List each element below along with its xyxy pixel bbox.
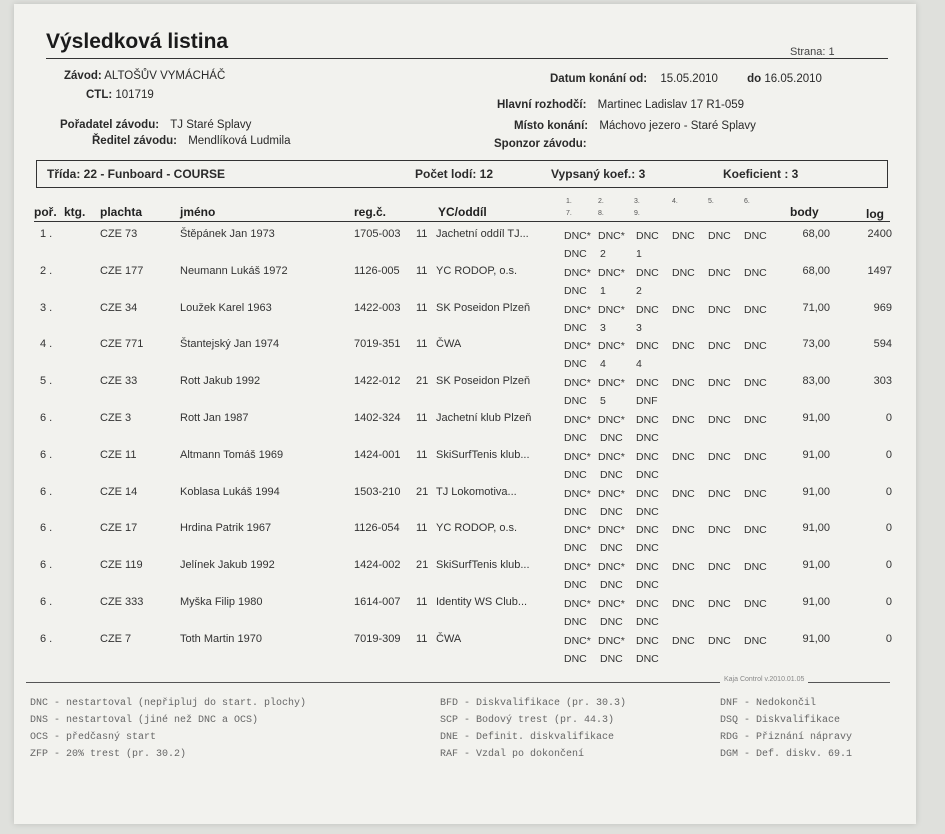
class-vypsany: Vypsaný koef.: 3: [551, 167, 646, 181]
row-club: YC RODOP, o.s.: [436, 264, 518, 277]
race-number-7: 7.: [566, 210, 572, 217]
row-log: 1497: [867, 264, 892, 277]
legend-item: DGM - Def. diskv. 69.1: [720, 749, 853, 760]
row-sail-number: CZE 333: [100, 596, 144, 608]
race-result-8: DNC: [600, 616, 623, 628]
race-result-9: DNC: [636, 652, 659, 665]
legend-item: ZFP - 20% trest (pr. 30.2): [30, 749, 187, 760]
race-result-2: DNC*: [598, 561, 625, 574]
row-sail-number: CZE 73: [100, 228, 138, 240]
legend-item: RAF - Vzdal po dokončení: [440, 749, 585, 760]
legend-item: DNF - Nedokončil: [720, 698, 817, 709]
misto-row: [514, 120, 756, 132]
race-number-1: 1.: [566, 198, 572, 205]
row-points: 83,00: [802, 375, 830, 388]
row-sail-number: CZE 11: [100, 448, 137, 461]
race-result-9: DNC: [636, 468, 659, 481]
row-category: 11: [416, 412, 428, 424]
race-number-9: 9.: [634, 210, 640, 217]
row-sail-number: CZE 119: [100, 559, 143, 572]
datum-do-value: 16.05.2010: [764, 73, 822, 85]
row-club: SkiSurfTenis klub...: [436, 448, 530, 461]
row-name: Štěpánek Jan 1973: [180, 228, 275, 240]
row-points: 91,00: [802, 522, 830, 535]
race-result-2: DNC*: [598, 266, 625, 279]
race-result-3: DNC: [636, 487, 659, 500]
race-result-9: DNC: [636, 542, 659, 555]
row-category: 11: [416, 338, 428, 351]
race-result-1: DNC*: [564, 487, 591, 500]
race-result-7: DNC: [564, 395, 587, 408]
race-result-8: 3: [600, 321, 606, 334]
race-result-6: DNC: [744, 377, 767, 390]
race-result-7: DNC: [564, 542, 587, 555]
row-sail-number: CZE 177: [100, 264, 144, 277]
race-result-4: DNC: [672, 524, 695, 537]
row-name: Loužek Karel 1963: [180, 301, 272, 314]
zavod-row: [64, 70, 225, 82]
row-registration: 7019-351: [354, 338, 401, 351]
rozhodci-value: Martinec Ladislav 17 R1-059: [597, 99, 745, 111]
row-log: 0: [885, 522, 892, 535]
race-result-3: DNC: [636, 598, 659, 610]
row-position: 6 .: [40, 522, 53, 535]
race-result-5: DNC: [708, 266, 731, 279]
race-number-3: 3.: [634, 198, 640, 205]
row-registration: 1402-324: [354, 412, 401, 424]
col-por: poř.: [34, 205, 57, 219]
race-result-6: DNC: [744, 598, 767, 610]
race-result-3: DNC: [636, 230, 659, 242]
race-result-3: DNC: [636, 561, 659, 574]
race-number-8: 8.: [598, 210, 604, 217]
race-result-4: DNC: [672, 303, 695, 316]
row-category: 11: [416, 448, 428, 461]
class-trida: Třída: 22 - Funboard - COURSE: [47, 167, 226, 181]
sponzor-row: [494, 138, 587, 150]
row-position: 2 .: [40, 264, 53, 277]
race-result-8: 2: [600, 248, 606, 260]
race-result-1: DNC*: [564, 266, 591, 279]
row-club: SK Poseidon Plzeň: [436, 301, 531, 314]
race-result-7: DNC: [564, 579, 587, 592]
row-points: 91,00: [802, 559, 830, 572]
row-position: 6 .: [40, 448, 53, 461]
race-result-1: DNC*: [564, 524, 591, 537]
row-sail-number: CZE 771: [100, 338, 144, 351]
race-result-8: 1: [600, 284, 606, 297]
race-result-7: DNC: [564, 248, 587, 260]
row-registration: 1126-054: [354, 522, 400, 535]
race-result-2: DNC*: [598, 450, 625, 463]
race-result-7: DNC: [564, 284, 587, 297]
row-club: SK Poseidon Plzeň: [436, 375, 531, 388]
row-name: Jelínek Jakub 1992: [180, 559, 275, 572]
col-plachta: plachta: [100, 205, 143, 219]
software-mark: Kaja Control v.2010.01.05: [720, 676, 808, 683]
row-category: 11: [416, 596, 428, 608]
race-result-6: DNC: [744, 561, 767, 574]
col-jmeno: jméno: [180, 205, 216, 219]
race-result-5: DNC: [708, 340, 731, 353]
row-club: SkiSurfTenis klub...: [436, 559, 530, 572]
zavod-value: ALTOŠŮV VYMÁCHÁČ: [104, 70, 226, 82]
row-category: 11: [416, 228, 428, 240]
table-row: [0, 228, 945, 266]
row-points: 68,00: [802, 228, 830, 240]
sponzor-label: Sponzor závodu:: [494, 138, 587, 150]
race-result-6: DNC: [744, 230, 767, 242]
row-registration: 1424-001: [354, 448, 401, 461]
col-club: YC/oddíl: [438, 205, 487, 219]
row-name: Altmann Tomáš 1969: [180, 448, 284, 461]
row-position: 6 .: [40, 596, 53, 608]
row-category: 11: [416, 632, 428, 645]
row-position: 6 .: [40, 412, 53, 424]
table-row: [0, 375, 945, 413]
reditel-row: [92, 135, 290, 147]
race-result-2: DNC*: [598, 377, 625, 390]
race-result-3: DNC: [636, 414, 659, 426]
race-result-4: DNC: [672, 561, 695, 574]
legend-item: DNC - nestartoval (nepřipluj do start. plochy): [30, 698, 307, 709]
race-result-2: DNC*: [598, 598, 625, 610]
rozhodci-row: [497, 99, 744, 111]
table-row: [0, 522, 945, 560]
row-category: 21: [416, 375, 429, 388]
row-points: 91,00: [802, 485, 830, 498]
legend-item: RDG - Přiznání nápravy: [720, 732, 853, 743]
race-result-1: DNC*: [564, 340, 591, 353]
row-registration: 1614-007: [354, 596, 401, 608]
race-result-6: DNC: [744, 524, 767, 537]
title-divider: [46, 58, 888, 59]
race-result-7: DNC: [564, 321, 587, 334]
race-result-7: DNC: [564, 358, 587, 371]
row-position: 6 .: [40, 632, 53, 645]
race-result-3: DNC: [636, 377, 659, 390]
table-row: [0, 449, 945, 487]
race-result-1: DNC*: [564, 303, 591, 316]
row-log: 0: [885, 485, 892, 498]
legend-item: DSQ - Diskvalifikace: [720, 715, 841, 726]
row-sail-number: CZE 33: [100, 375, 138, 388]
row-name: Štantejský Jan 1974: [180, 338, 280, 351]
race-result-5: DNC: [708, 230, 731, 242]
race-result-3: DNC: [636, 303, 659, 316]
table-row: [0, 302, 945, 340]
row-log: 594: [873, 338, 892, 351]
table-row: [0, 633, 945, 671]
row-log: 0: [885, 559, 892, 572]
race-result-7: DNC: [564, 505, 587, 518]
legend-item: DNE - Definit. diskvalifikace: [440, 732, 615, 743]
row-log: 303: [873, 375, 892, 388]
race-result-4: DNC: [672, 414, 695, 426]
race-number-4: 4.: [672, 198, 678, 205]
ctl-row: [86, 89, 154, 101]
row-points: 91,00: [802, 596, 830, 608]
misto-label: Místo konání:: [514, 120, 589, 132]
row-points: 91,00: [802, 632, 830, 645]
row-registration: 7019-309: [354, 632, 401, 645]
row-log: 0: [885, 632, 892, 645]
race-result-6: DNC: [744, 303, 767, 316]
class-info-box: [36, 160, 888, 188]
row-club: ČWA: [436, 338, 462, 351]
poradatel-label: Pořadatel závodu:: [60, 119, 160, 131]
do-label: do: [747, 73, 762, 85]
legend-item: DNS - nestartoval (jiné než DNC a OCS): [30, 715, 259, 726]
row-position: 4 .: [40, 338, 53, 351]
race-result-5: DNC: [708, 450, 731, 463]
race-result-8: DNC: [600, 432, 623, 444]
legend-item: OCS - předčasný start: [30, 732, 157, 743]
race-result-1: DNC*: [564, 450, 591, 463]
race-result-8: DNC: [600, 652, 623, 665]
race-result-8: 5: [600, 395, 606, 408]
table-row: [0, 265, 945, 303]
race-result-7: DNC: [564, 652, 587, 665]
race-result-5: DNC: [708, 414, 731, 426]
race-result-9: 1: [636, 248, 642, 260]
race-result-6: DNC: [744, 340, 767, 353]
race-result-8: DNC: [600, 505, 623, 518]
row-club: TJ Lokomotiva...: [436, 485, 517, 498]
race-result-3: DNC: [636, 634, 659, 647]
race-result-6: DNC: [744, 487, 767, 500]
race-result-4: DNC: [672, 634, 695, 647]
row-sail-number: CZE 3: [100, 412, 132, 424]
row-points: 73,00: [802, 338, 830, 351]
col-reg: reg.č.: [354, 205, 387, 219]
col-ktg: ktg.: [64, 205, 86, 219]
row-log: 2400: [867, 228, 892, 240]
race-number-6: 6.: [744, 198, 750, 205]
row-log: 0: [885, 412, 892, 424]
race-number-2: 2.: [598, 198, 604, 205]
legend-item: BFD - Diskvalifikace (pr. 30.3): [440, 698, 627, 709]
table-row: [0, 486, 945, 524]
race-result-6: DNC: [744, 414, 767, 426]
row-registration: 1422-012: [354, 375, 401, 388]
race-result-7: DNC: [564, 468, 587, 481]
datum-label: Datum konání od:: [550, 73, 648, 85]
row-name: Neumann Lukáš 1972: [180, 264, 288, 277]
race-result-5: DNC: [708, 303, 731, 316]
race-result-3: DNC: [636, 524, 659, 537]
zavod-label: Závod:: [64, 70, 102, 82]
race-result-4: DNC: [672, 230, 695, 242]
race-result-1: DNC*: [564, 377, 591, 390]
poradatel-row: [60, 119, 251, 131]
legend-item: SCP - Bodový trest (pr. 44.3): [440, 715, 615, 726]
row-registration: 1126-005: [354, 264, 400, 277]
ctl-value: 101719: [115, 89, 154, 101]
table-row: [0, 596, 945, 634]
row-club: ČWA: [436, 632, 462, 645]
race-result-5: DNC: [708, 561, 731, 574]
row-name: Rott Jakub 1992: [180, 375, 261, 388]
race-result-6: DNC: [744, 450, 767, 463]
row-category: 21: [416, 485, 429, 498]
race-result-9: DNC: [636, 579, 659, 592]
row-category: 11: [416, 264, 428, 277]
race-result-5: DNC: [708, 487, 731, 500]
race-result-1: DNC*: [564, 598, 591, 610]
row-category: 11: [416, 301, 428, 314]
row-position: 6 .: [40, 559, 53, 572]
row-category: 11: [416, 522, 428, 535]
row-registration: 1422-003: [354, 301, 401, 314]
row-log: 0: [885, 596, 892, 608]
race-result-5: DNC: [708, 524, 731, 537]
row-name: Myška Filip 1980: [180, 596, 263, 608]
row-name: Toth Martin 1970: [180, 632, 262, 645]
row-name: Rott Jan 1987: [180, 412, 249, 424]
race-result-4: DNC: [672, 450, 695, 463]
race-result-4: DNC: [672, 340, 695, 353]
table-row: [0, 412, 945, 450]
row-name: Hrdina Patrik 1967: [180, 522, 272, 535]
reditel-value: Mendlíková Ludmila: [188, 135, 291, 147]
row-points: 91,00: [802, 448, 830, 461]
row-club: Jachetní klub Plzeň: [436, 412, 532, 424]
race-result-9: DNC: [636, 505, 659, 518]
row-points: 91,00: [802, 412, 830, 424]
race-result-5: DNC: [708, 634, 731, 647]
row-points: 68,00: [802, 264, 830, 277]
race-result-2: DNC*: [598, 487, 625, 500]
row-position: 6 .: [40, 485, 53, 498]
race-result-9: DNF: [636, 395, 658, 408]
row-points: 71,00: [802, 301, 830, 314]
race-result-1: DNC*: [564, 634, 591, 647]
race-result-3: DNC: [636, 266, 659, 279]
table-row: [0, 338, 945, 376]
race-result-2: DNC*: [598, 230, 625, 242]
race-result-3: DNC: [636, 340, 659, 353]
race-result-8: 4: [600, 358, 606, 371]
race-result-9: DNC: [636, 432, 659, 444]
race-result-9: 4: [636, 358, 642, 371]
page-number: Strana: 1: [790, 46, 835, 58]
document-title: Výsledková listina: [46, 30, 229, 53]
race-result-5: DNC: [708, 598, 731, 610]
race-result-7: DNC: [564, 616, 587, 628]
race-result-8: DNC: [600, 468, 623, 481]
class-pocet: Počet lodí: 12: [415, 167, 494, 181]
race-result-9: DNC: [636, 616, 659, 628]
class-koeficient: Koeficient : 3: [723, 167, 799, 181]
misto-value: Máchovo jezero - Staré Splavy: [599, 120, 756, 132]
race-result-4: DNC: [672, 487, 695, 500]
race-result-2: DNC*: [598, 414, 625, 426]
row-club: Identity WS Club...: [436, 596, 528, 608]
row-log: 0: [885, 448, 892, 461]
row-category: 21: [416, 559, 429, 572]
table-row: [0, 559, 945, 597]
race-result-9: 3: [636, 321, 642, 334]
row-log: 969: [873, 301, 892, 314]
row-registration: 1705-003: [354, 228, 401, 240]
row-name: Koblasa Lukáš 1994: [180, 485, 280, 498]
race-result-1: DNC*: [564, 561, 591, 574]
race-result-4: DNC: [672, 598, 695, 610]
row-sail-number: CZE 34: [100, 301, 138, 314]
race-result-1: DNC*: [564, 230, 591, 242]
race-result-4: DNC: [672, 266, 695, 279]
row-position: 3 .: [40, 301, 53, 314]
race-result-3: DNC: [636, 450, 659, 463]
col-body: body: [790, 205, 819, 219]
race-result-6: DNC: [744, 634, 767, 647]
row-sail-number: CZE 17: [100, 522, 138, 535]
row-registration: 1503-210: [354, 485, 401, 498]
row-club: YC RODOP, o.s.: [436, 522, 518, 535]
race-result-2: DNC*: [598, 303, 625, 316]
poradatel-value: TJ Staré Splavy: [170, 119, 252, 131]
race-result-8: DNC: [600, 579, 623, 592]
race-result-2: DNC*: [598, 340, 625, 353]
reditel-label: Ředitel závodu:: [92, 135, 177, 147]
row-sail-number: CZE 14: [100, 485, 138, 498]
row-position: 1 .: [40, 228, 53, 240]
race-result-5: DNC: [708, 377, 731, 390]
race-result-4: DNC: [672, 377, 695, 390]
row-position: 5 .: [40, 375, 53, 388]
row-club: Jachetní oddíl TJ...: [436, 228, 529, 240]
datum-od-value: 15.05.2010: [660, 73, 718, 85]
race-result-2: DNC*: [598, 634, 625, 647]
ctl-label: CTL:: [86, 89, 113, 101]
race-result-8: DNC: [600, 542, 623, 555]
row-sail-number: CZE 7: [100, 632, 132, 645]
col-log: log: [866, 207, 884, 221]
row-registration: 1424-002: [354, 559, 401, 572]
race-result-1: DNC*: [564, 414, 591, 426]
rozhodci-label: Hlavní rozhodčí:: [497, 99, 587, 111]
race-result-7: DNC: [564, 432, 587, 444]
race-result-2: DNC*: [598, 524, 625, 537]
race-result-6: DNC: [744, 266, 767, 279]
race-number-5: 5.: [708, 198, 714, 205]
race-result-9: 2: [636, 284, 642, 297]
datum-row: [550, 73, 822, 85]
header-divider: [34, 221, 890, 222]
